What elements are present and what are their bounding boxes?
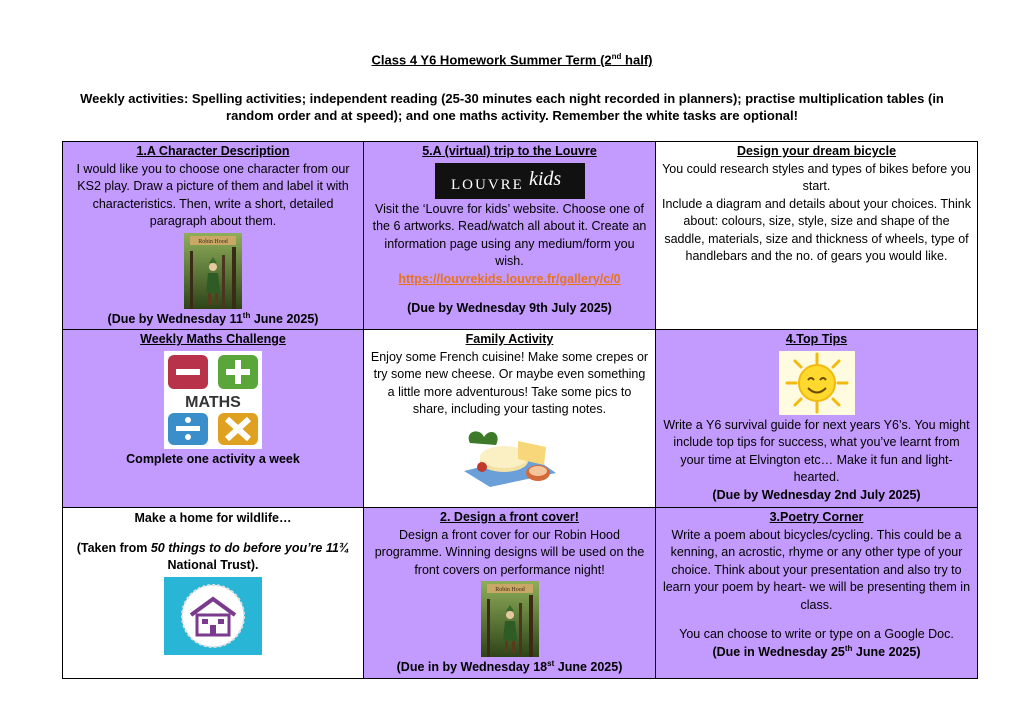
homework-grid — [62, 141, 978, 679]
cell-title: Design your dream bicycle — [736, 144, 897, 158]
cell-louvre-trip — [364, 142, 656, 330]
cell-title: Weekly Maths Challenge — [140, 332, 286, 346]
cell-body: Enjoy some French cuisine! Make some crepes or try some new cheese. Or maybe even something a little more adventurous! Take some pics to share, including your tasting notes. — [370, 349, 649, 416]
cell-body: I would like you to choose one character from our KS2 play. Draw a picture of them and label it with characteristics. Then, write a short, detailed paragraph about them. — [76, 161, 350, 228]
weekly-activities-intro: Weekly activities: Spelling activities; independent reading (25-30 minutes each night recorded in planners); practise multiplication tables (in random order and at speed); and one maths activity. Remember the white tasks are optional! — [80, 91, 944, 123]
cell-body: You could research styles and types of bikes before you start. — [662, 161, 971, 193]
cell-character-description — [63, 142, 364, 330]
cell-title: 2. Design a front cover! — [440, 510, 579, 524]
cell-body: Visit the ‘Louvre for kids’ website. Choose one of the 6 artworks. Read/watch all about it. Create an information page using any medium/form you wish. — [372, 201, 647, 268]
cell-wildlife-home — [63, 508, 364, 679]
cell-top-tips — [656, 330, 978, 508]
cell-body: Design a front cover for our Robin Hood programme. Winning designs will be used on the front covers on performance night! — [374, 527, 645, 577]
smiling-sun-image — [779, 351, 855, 415]
robin-hood-book-image — [481, 581, 539, 657]
wildlife-house-icon — [164, 577, 262, 655]
cell-title: 3.Poetry Corner — [769, 510, 864, 524]
cell-dream-bicycle — [656, 142, 978, 330]
cell-body: Write a Y6 survival guide for next years Y6’s. You might include top tips for success, what you’ve learnt from your time at Elvington etc… Make it fun and light-hearted. — [663, 417, 970, 484]
book-title-label: Robin Hood — [494, 587, 525, 593]
cell-body-2: Include a diagram and details about your choices. Think about: colours, size, style, size and shape of the saddle, materials, size and thickness of wheels, type of handlebars and the no. of gears you would like. — [662, 196, 971, 263]
due-date: (Due by Wednesday 9th July 2025) — [407, 301, 612, 315]
cell-poetry-corner — [656, 508, 978, 679]
french-food-image — [460, 421, 560, 489]
cell-weekly-maths — [63, 330, 364, 508]
cell-title: 5.A (virtual) trip to the Louvre — [422, 144, 597, 158]
maths-footer: Complete one activity a week — [126, 451, 300, 466]
cell-body: Write a poem about bicycles/cycling. This could be a kenning, an acrostic, rhyme or any other type of your choice. Think about your presentation and also try to learn your poem by heart- we will be presenting them in class. — [662, 527, 971, 612]
maths-symbols-image — [164, 351, 262, 449]
cell-title: 4.Top Tips — [785, 332, 848, 346]
logo-kids-text: kids — [528, 167, 561, 190]
due-date: (Due by Wednesday 11th June 2025) — [107, 310, 319, 326]
louvre-kids-logo — [435, 163, 585, 199]
robin-hood-book-image — [184, 233, 242, 309]
logo-louvre-text: LOUVRE — [450, 176, 524, 193]
book-title-label: Robin Hood — [198, 238, 228, 245]
cell-title: Make a home for wildlife… — [134, 511, 292, 525]
cell-body-2: You can choose to write or type on a Google Doc. — [679, 627, 954, 641]
louvre-kids-link[interactable]: https://louvrekids.louvre.fr/gallery/c/0 — [398, 271, 621, 286]
maths-logo-text: MATHS — [185, 393, 241, 411]
due-date: (Due in by Wednesday 18st June 2025) — [396, 658, 623, 674]
cell-title: Family Activity — [465, 332, 554, 346]
cell-family-activity — [364, 330, 656, 508]
cell-front-cover — [364, 508, 656, 679]
wildlife-source: (Taken from 50 things to do before you’re 11¾ National Trust). — [76, 540, 350, 572]
due-date: (Due in Wednesday 25th June 2025) — [712, 643, 921, 659]
cell-title: 1.A Character Description — [136, 144, 290, 158]
due-date: (Due by Wednesday 2nd July 2025) — [712, 487, 921, 502]
page-title: Class 4 Y6 Homework Summer Term (2nd half) — [371, 52, 653, 68]
